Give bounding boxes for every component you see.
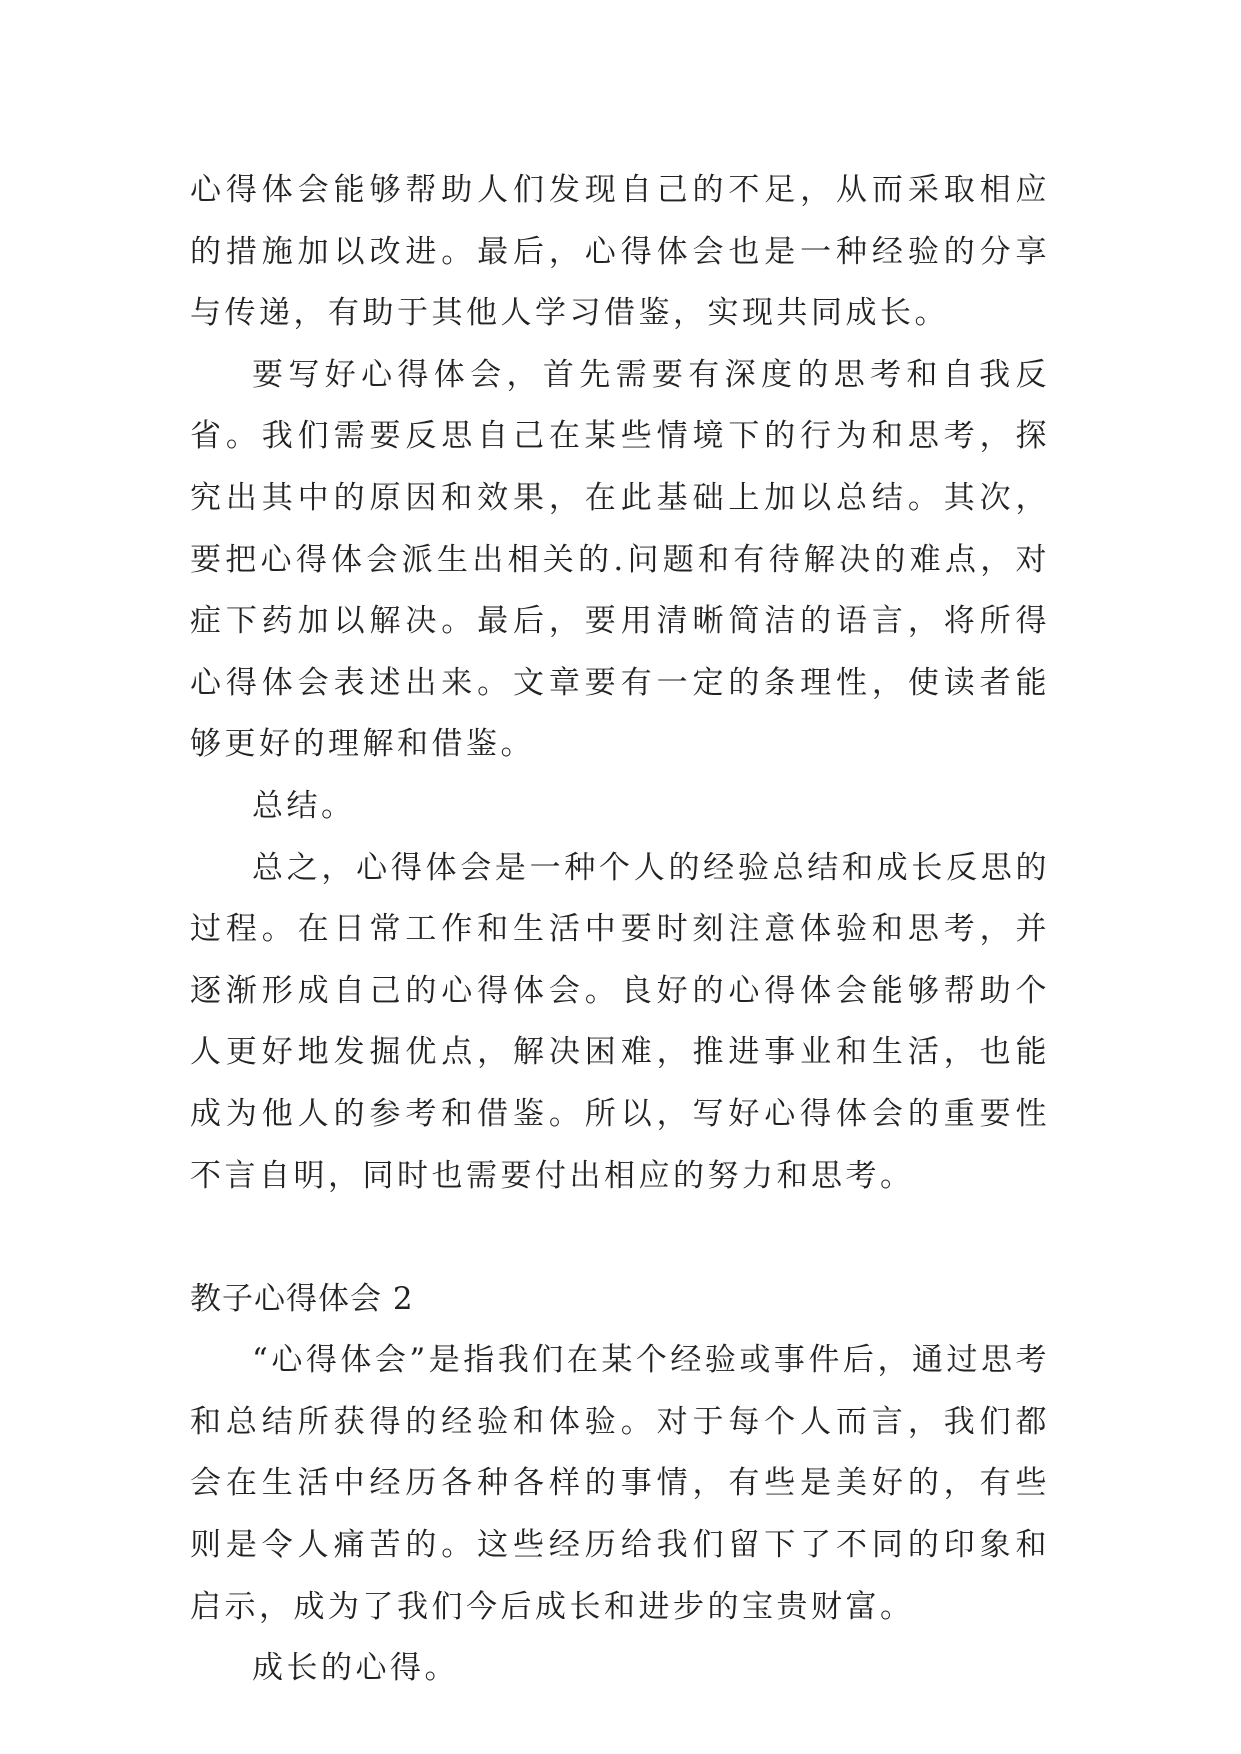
section-title: 教子心得体会 2: [190, 1280, 414, 1317]
blank-line: [190, 1207, 1050, 1269]
paragraph: 心得体会能够帮助人们发现自己的不足，从而采取相应的措施加以改进。最后，心得体会也是一种经验的分享与传递，有助于其他人学习借鉴，实现共同成长。: [190, 172, 1050, 332]
document-body: [190, 160, 1050, 1700]
paragraph: 要写好心得体会，首先需要有深度的思考和自我反省。我们需要反思自己在某些情境下的行为和思考，探究出其中的原因和效果，在此基础上加以总结。其次，要把心得体会派生出相关的.问题和有待解决的难点，对症下药加以解决。最后，要用清晰简洁的语言，将所得心得体会表述出来。文章要有一定的条理性，使读者能够更好的理解和借鉴。: [190, 356, 1050, 763]
paragraph: 总结。: [252, 787, 356, 824]
paragraph: 总之，心得体会是一种个人的经验总结和成长反思的过程。在日常工作和生活中要时刻注意体验和思考，并逐渐形成自己的心得体会。良好的心得体会能够帮助个人更好地发掘优点，解决困难，推进事业和生活，也能成为他人的参考和借鉴。所以，写好心得体会的重要性不言自明，同时也需要付出相应的努力和思考。: [190, 849, 1050, 1194]
paragraph: “心得体会”是指我们在某个经验或事件后，通过思考和总结所获得的经验和体验。对于每个人而言，我们都会在生活中经历各种各样的事情，有些是美好的，有些则是令人痛苦的。这些经历给我们留下了不同的印象和启示，成为了我们今后成长和进步的宝贵财富。: [190, 1342, 1050, 1625]
paragraph: 成长的心得。: [252, 1650, 459, 1687]
